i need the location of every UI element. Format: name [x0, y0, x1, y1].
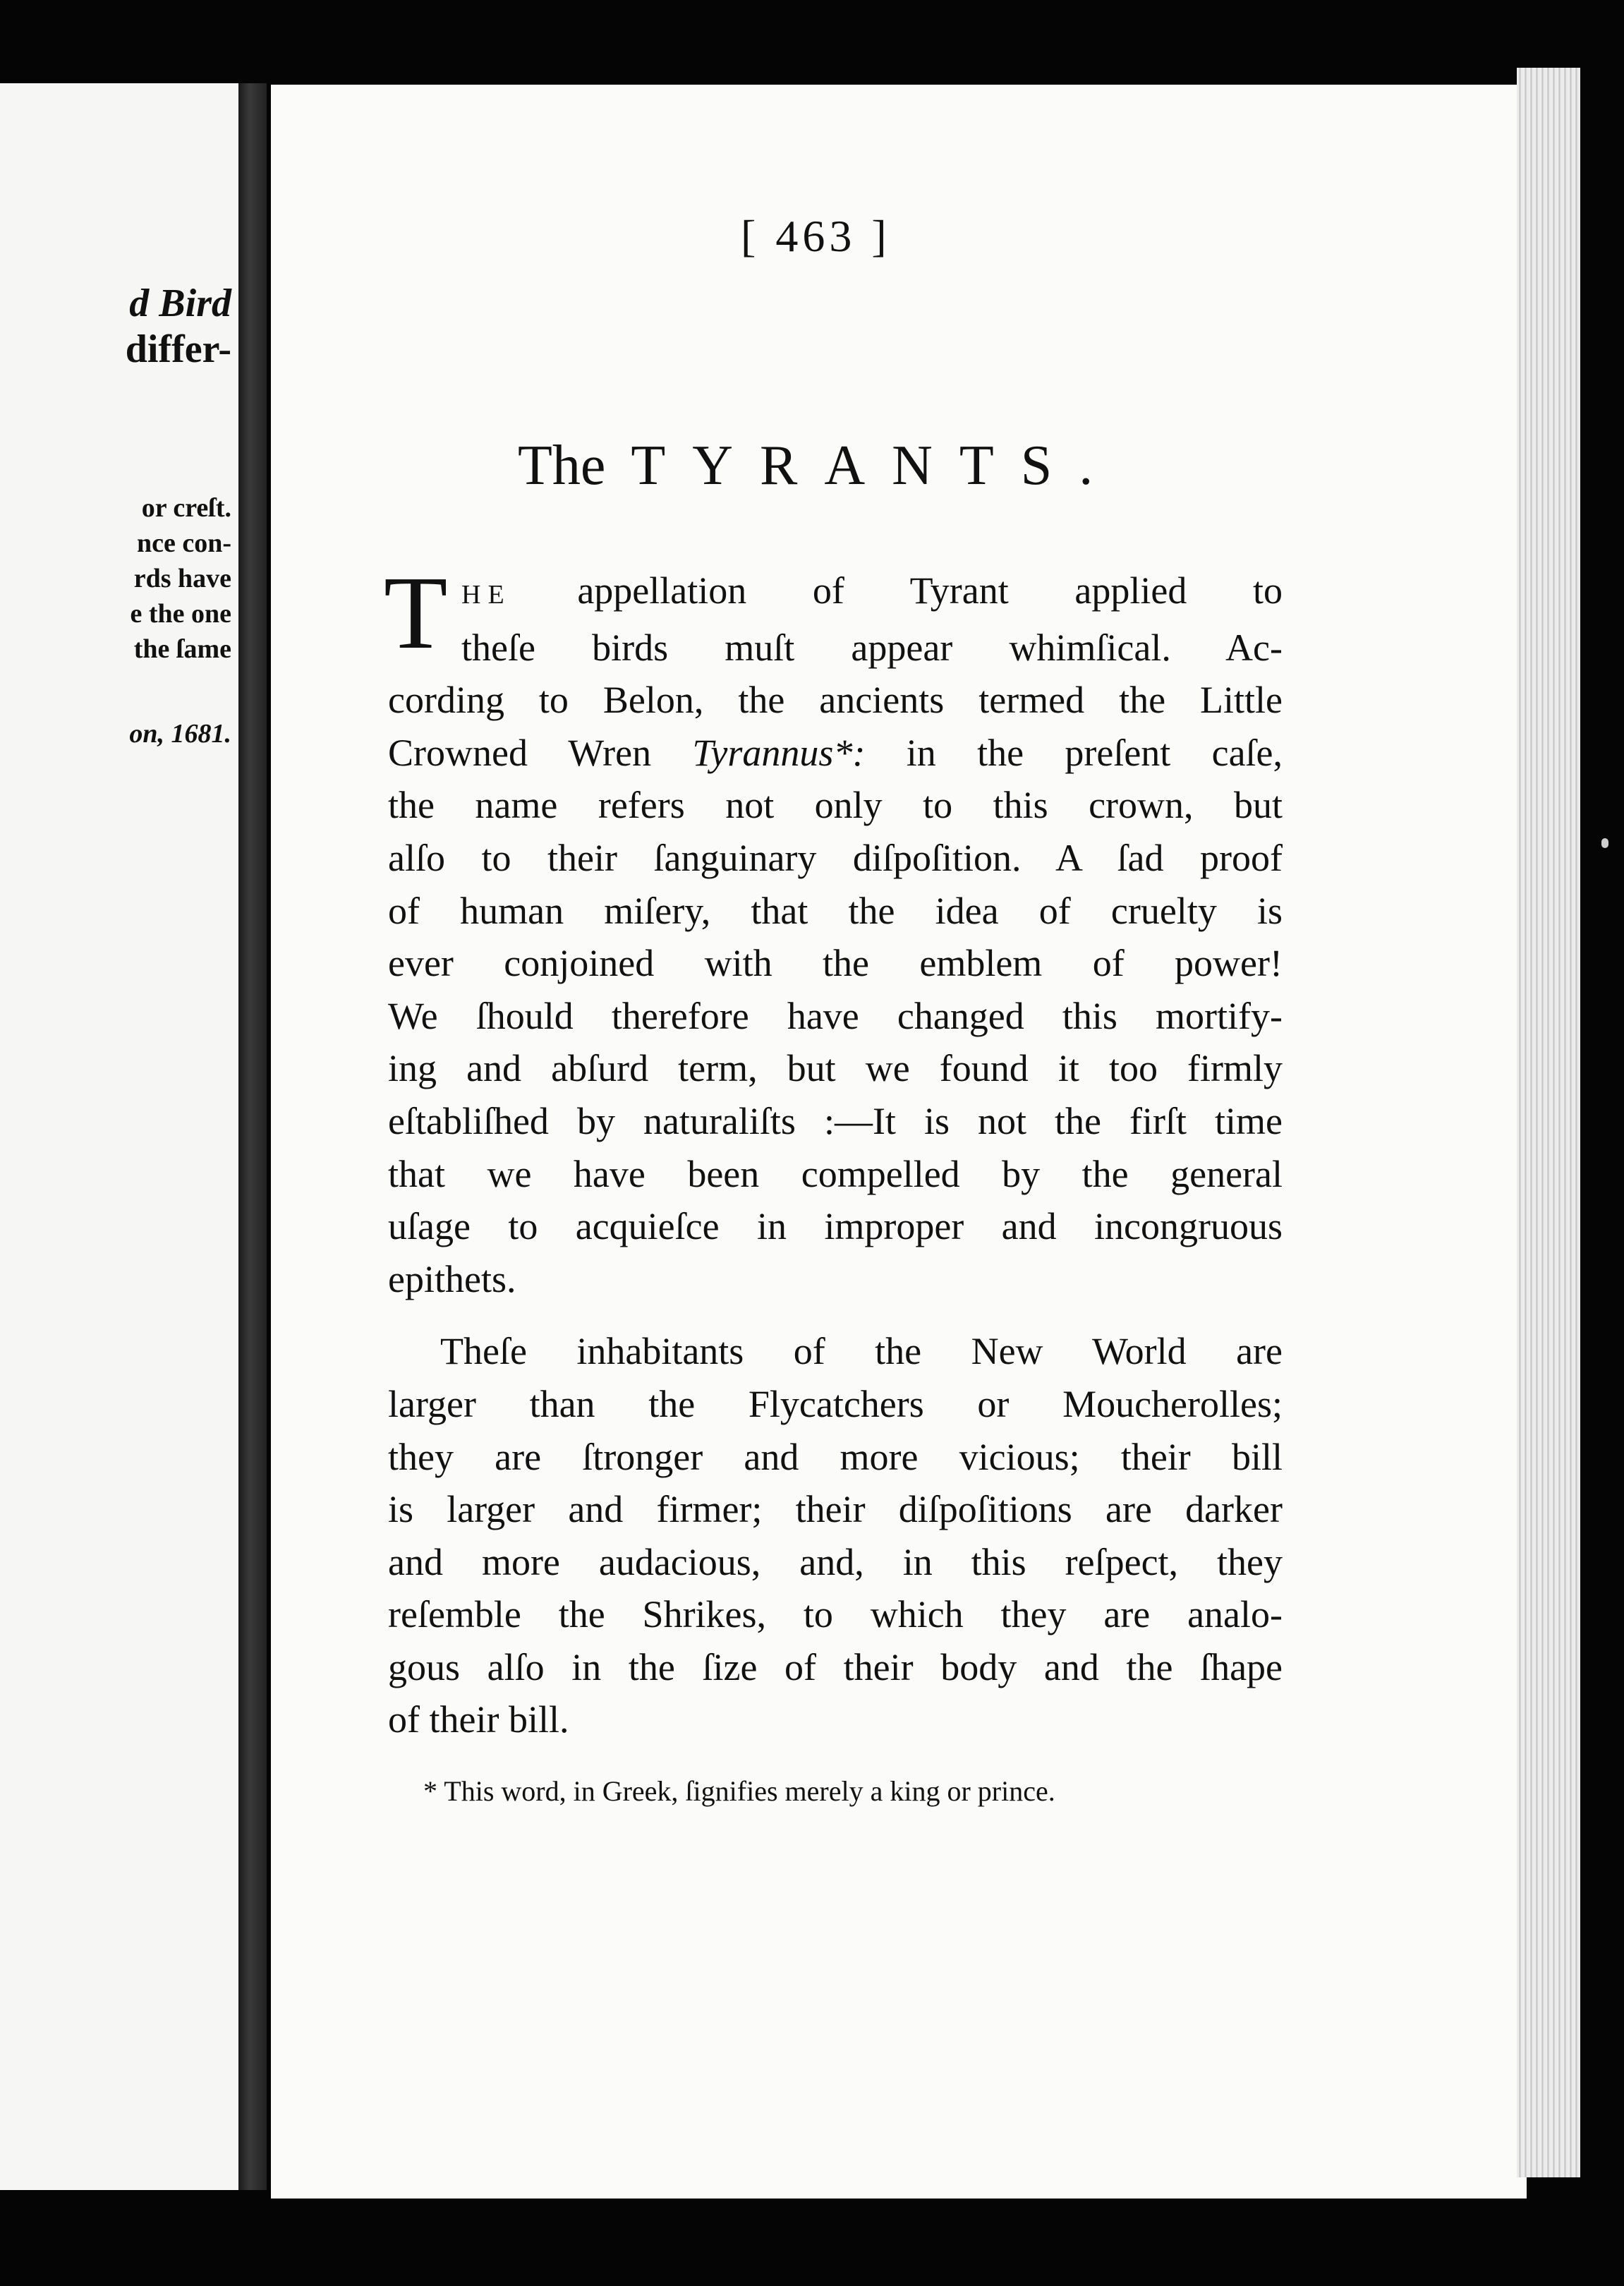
text-line: of their bill.	[388, 1698, 569, 1741]
text-line: that we have been compelled by the general	[388, 1152, 1283, 1195]
text-line: gous alſo in the ſize of their body and the ſhape	[388, 1645, 1283, 1688]
paragraph-gap	[388, 1305, 1283, 1325]
text-line: eſtabliſhed by naturaliſts :—It is not the firſt time	[388, 1099, 1283, 1142]
text-line: Theſe inhabitants of the New World are	[440, 1330, 1283, 1373]
text-line: ing and abſurd term, but we found it too firmly	[388, 1047, 1283, 1090]
body-text	[384, 555, 1283, 1746]
chapter-title	[518, 434, 1120, 498]
text-line: alſo to their ſanguinary diſpoſition. A ſad proof	[388, 836, 1283, 879]
footnote: * This word, in Greek, ſignifies merely a king or prince.	[423, 1775, 1055, 1807]
text-line: We ſhould therefore have changed this mortify-	[388, 994, 1283, 1037]
left-page-line: differ-	[125, 327, 231, 371]
title-caps: TYRANTS.	[631, 435, 1120, 497]
text-line: larger than the Flycatchers or Moucherolles;	[388, 1382, 1283, 1425]
drop-cap: T	[384, 555, 448, 671]
footnote-marker: *:	[833, 731, 866, 774]
text-line: and more audacious, and, in this reſpect, they	[388, 1540, 1283, 1583]
page-number: [ 463 ]	[741, 211, 891, 261]
left-page-line: nce con-	[136, 528, 231, 558]
text-line: cording to Belon, the ancients termed the Little	[388, 679, 1283, 722]
text-line: the name refers not only to this crown, but	[388, 784, 1283, 827]
left-page-line: on, 1681.	[129, 719, 231, 749]
edge-mark	[1601, 838, 1608, 848]
left-page-line: or creſt.	[141, 493, 231, 523]
page-edges	[1517, 68, 1580, 2177]
text-line: epithets.	[388, 1257, 516, 1300]
book-gutter	[238, 83, 267, 2190]
left-page-line: d Bird	[129, 282, 231, 325]
text-line: they are ſtronger and more vicious; their bill	[388, 1435, 1283, 1478]
text-segment: in the preſent caſe,	[906, 731, 1283, 774]
paragraph-1	[384, 555, 1283, 1305]
left-facing-page	[0, 83, 238, 2190]
text-segment: Crowned Wren	[388, 731, 652, 774]
text-line: reſemble the Shrikes, to which they are analo-	[388, 1593, 1283, 1636]
text-line: theſe birds muſt appear whimſical. Ac-	[461, 626, 1283, 669]
text-line: is larger and firmer; their diſpoſitions are darker	[388, 1488, 1283, 1531]
text-segment: appellation of Tyrant applied to	[577, 569, 1283, 612]
text-line: uſage to acquieſce in improper and incongruous	[388, 1205, 1283, 1248]
text-line: of human miſery, that the idea of cruelty is	[388, 889, 1283, 932]
left-page-line: e the one	[130, 599, 231, 629]
text-line	[388, 727, 1283, 780]
smallcaps-word: HE	[461, 580, 511, 610]
title-the: The	[518, 435, 606, 497]
left-page-line: rds have	[133, 564, 231, 593]
text-line: ever conjoined with the emblem of power!	[388, 942, 1283, 985]
paragraph-2	[388, 1325, 1283, 1746]
left-page-line: the ſame	[133, 634, 231, 664]
text-line	[388, 564, 1283, 622]
italic-word: Tyrannus	[692, 731, 834, 774]
